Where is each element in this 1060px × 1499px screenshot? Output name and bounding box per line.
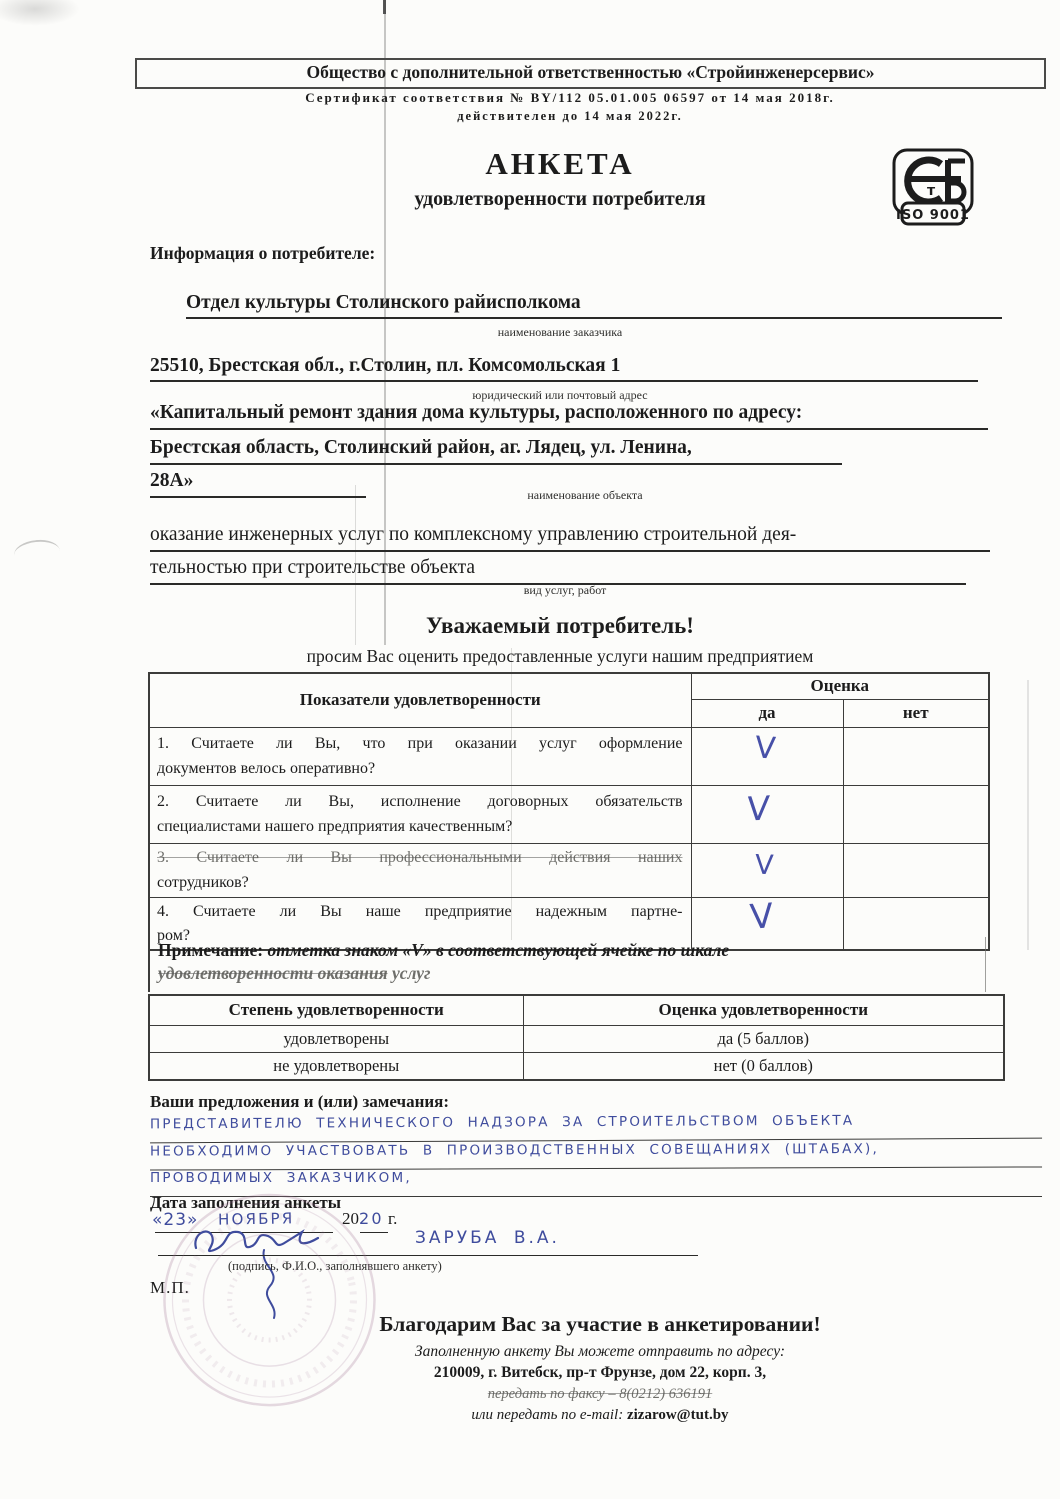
service-line-1: оказание инженерных услуг по комплексному управлению строительной дея- bbox=[150, 524, 990, 552]
scale-col-score: Оценка удовлетворенности bbox=[523, 995, 1004, 1025]
thanks-line: Благодарим Вас за участие в анкетировании! bbox=[379, 1312, 821, 1336]
signee-name-handwritten: ЗАРУБА В.А. bbox=[415, 1228, 560, 1248]
email-line bbox=[160, 1407, 1040, 1424]
object-caption: наименование объекта bbox=[527, 488, 643, 502]
checkmark-icon: V bbox=[749, 895, 776, 938]
stamp-place-label: М.П. bbox=[150, 1278, 190, 1297]
date-month-handwritten: НОЯБРЯ bbox=[217, 1209, 295, 1229]
customer-address-value: 25510, Брестская обл., г.Столин, пл. Комсомольская 1 bbox=[150, 355, 978, 382]
note-box bbox=[148, 937, 986, 992]
satisfaction-table bbox=[148, 672, 990, 951]
greeting-title: Уважаемый потребитель! bbox=[426, 613, 694, 638]
stb-small-t: т bbox=[927, 183, 936, 199]
date-label: Дата заполнения анкеты bbox=[150, 1193, 341, 1212]
question-2-yes-cell bbox=[691, 785, 843, 843]
table-row bbox=[149, 727, 989, 785]
table-row bbox=[149, 843, 989, 897]
checkmark-icon: V bbox=[754, 849, 774, 881]
service-caption: вид услуг, работ bbox=[523, 583, 607, 597]
email-prefix: или передать по e-mail: bbox=[471, 1407, 627, 1423]
scale-unsatisfied: не удовлетворены bbox=[149, 1052, 523, 1080]
note-body: отметка знаком «V» в соответствующей ячейке по шкале bbox=[263, 940, 730, 960]
col-header-score: Оценка bbox=[691, 673, 989, 699]
stb-iso-9001-logo bbox=[891, 147, 975, 231]
table-row bbox=[149, 1052, 1004, 1080]
customer-name-caption: наименование заказчика bbox=[497, 325, 623, 339]
signature-caption: (подпись, Ф.И.О., заполнявшего анкету) bbox=[228, 1259, 442, 1273]
checkmark-icon: V bbox=[746, 787, 771, 829]
question-4: 4. Считаете ли Вы наше предприятие надежным партне- ром? bbox=[149, 897, 691, 950]
col-header-indicators: Показатели удовлетворенности bbox=[149, 673, 691, 727]
table-row bbox=[149, 785, 989, 843]
question-3-no-cell bbox=[843, 843, 989, 897]
greeting-subtitle: просим Вас оценить предоставленные услуги нашим предприятием bbox=[306, 646, 814, 666]
checkmark-icon: V bbox=[753, 729, 777, 767]
fax-line: передать по факсу – 8(0212) 636191 bbox=[487, 1386, 713, 1402]
scan-streak-right bbox=[1027, 680, 1029, 950]
date-day-handwritten: «23» bbox=[152, 1210, 199, 1230]
postal-address: 210009, г. Витебск, пр-т Фрунзе, дом 22, корп. 3, bbox=[433, 1364, 767, 1381]
question-2: 2. Считаете ли Вы, исполнение договорных обязательств специалистами нашего предприятия качественным? bbox=[149, 785, 691, 843]
form-title: АНКЕТА bbox=[485, 146, 635, 181]
scan-smudge-topleft bbox=[0, 0, 80, 26]
scale-unsatisfied-score: нет (0 баллов) bbox=[523, 1052, 1004, 1080]
iso-9001-label: ISO 9001 bbox=[896, 208, 970, 223]
certificate-line-2: действителен до 14 мая 2022г. bbox=[457, 109, 683, 123]
scan-pen-arc bbox=[13, 538, 61, 569]
suggestions-handwritten-line-3: ПРОВОДИМЫХ ЗАКАЗЧИКОМ, bbox=[150, 1170, 1042, 1197]
email-address: zizarow@tut.by bbox=[626, 1407, 729, 1423]
object-name-line-1: «Капитальный ремонт здания дома культуры, расположенного по адресу: bbox=[150, 402, 988, 430]
certificate-line-1: Сертификат соответствия № BY/112 05.01.005 06597 от 14 мая 2018г. bbox=[305, 90, 835, 105]
org-name: Общество с дополнительной ответственностью «Стройинженерсервис» bbox=[306, 62, 875, 82]
object-name-line-2: Брестская область, Столинский район, аг. Лядец, ул. Ленина, bbox=[150, 437, 842, 465]
suggestions-handwritten-line-1: ПРЕДСТАВИТЕЛЮ ТЕХНИЧЕСКОГО НАДЗОРА ЗА СТРОИТЕЛЬСТВОМ ОБЪЕКТА bbox=[150, 1112, 1042, 1144]
scale-col-degree: Степень удовлетворенности bbox=[149, 995, 523, 1025]
customer-name-value: Отдел культуры Столинского райисполкома bbox=[186, 292, 1002, 319]
question-1-no-cell bbox=[843, 727, 989, 785]
service-line-2: тельностью при строительстве объекта bbox=[150, 557, 966, 585]
customer-address-caption: юридический или почтовый адрес bbox=[472, 388, 648, 402]
question-2-no-cell bbox=[843, 785, 989, 843]
col-header-no: нет bbox=[843, 699, 989, 727]
date-year-handwritten: 20 bbox=[359, 1209, 384, 1228]
note-line2-rest: услуг bbox=[387, 963, 431, 983]
note-label: Примечание: bbox=[158, 940, 264, 960]
question-3: 3. Считаете ли Вы профессиональными действия наших сотрудников? bbox=[149, 843, 691, 897]
scan-fold-line-tip bbox=[383, 0, 386, 14]
question-1-yes-cell bbox=[691, 727, 843, 785]
table-row bbox=[149, 1025, 1004, 1052]
customer-section-label: Информация о потребителе: bbox=[150, 243, 376, 263]
send-instruction: Заполненную анкету Вы можете отправить по адресу: bbox=[414, 1343, 786, 1360]
object-name-line-3: 28А» bbox=[150, 470, 366, 498]
note-line2-struck: удовлетворенности оказания bbox=[158, 963, 388, 983]
col-header-yes: да bbox=[691, 699, 843, 727]
question-1: 1. Считаете ли Вы, что при оказании услуг оформление документов велось оперативно? bbox=[149, 727, 691, 785]
scale-table bbox=[148, 994, 1005, 1081]
org-name-box bbox=[135, 58, 1046, 89]
date-year-suffix: г. bbox=[388, 1209, 398, 1228]
scale-satisfied-score: да (5 баллов) bbox=[523, 1025, 1004, 1052]
suggestions-handwritten-line-2: НЕОБХОДИМО УЧАСТВОВАТЬ В ПРОИЗВОДСТВЕННЫХ СОВЕЩАНИЯХ (ШТАБАХ), bbox=[150, 1140, 1042, 1170]
scale-satisfied: удовлетворены bbox=[149, 1025, 523, 1052]
form-subtitle: удовлетворенности потребителя bbox=[414, 188, 706, 210]
question-3-yes-cell bbox=[691, 843, 843, 897]
stb-monogram-icon bbox=[891, 147, 975, 231]
suggestions-label: Ваши предложения и (или) замечания: bbox=[150, 1092, 450, 1111]
date-year-printed: 20 bbox=[342, 1209, 359, 1228]
